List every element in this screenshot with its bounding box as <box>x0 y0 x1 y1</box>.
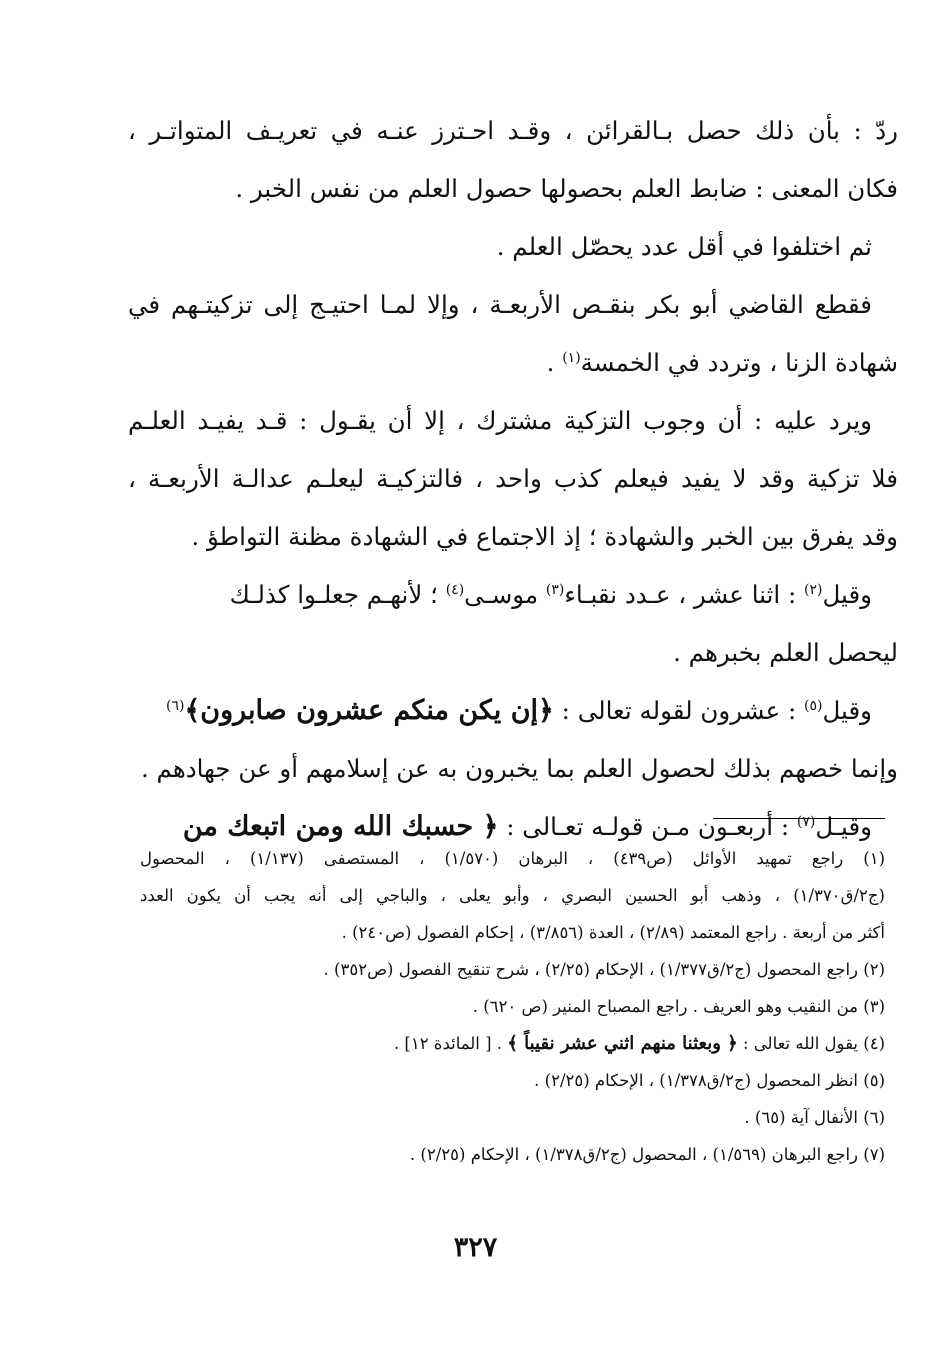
footnote-ref: (٢) <box>804 581 823 598</box>
footnote-line: (١) راجع تمهيد الأوائل (ص٤٣٩) ، البرهان (١/٥٧٠) ، المستصفى (١/١٣٧) ، المحصول <box>140 849 885 868</box>
footnote-line: (٥) انظر المحصول (ج٢/ق١/٣٧٨) ، الإحكام (٢/٢٥) . <box>534 1071 885 1090</box>
text-line: فلا تزكية وقد لا يفيد فيعلم كذب واحد ، فالتزكيـة ليعلـم عدالـة الأربعـة ، <box>128 464 898 493</box>
text-line: ويرد عليه : أن وجوب التزكية مشترك ، إلا أن يقـول : قـد يفيـد العلـم <box>128 406 872 435</box>
text-line: ليحصل العلم بخبرهم . <box>673 638 898 667</box>
text-line: فكان المعنى : ضابط العلم بحصولها حصول العلم من نفس الخبر . <box>235 174 898 203</box>
footnote-line <box>140 1025 885 1062</box>
page-number: ٣٢٧ <box>453 1232 498 1263</box>
quran-verse: ﴿ وبعثنا منهم اثني عشر نقيباً ﴾ <box>507 1033 738 1054</box>
footnote-ref: (٤) <box>445 581 465 598</box>
text-line: وإنما خصهم بذلك لحصول العلم بما يخبرون به عن إسلامهم أو عن جهادهم . <box>140 754 898 783</box>
footnotes <box>140 840 885 1173</box>
footnote-ref: (١) <box>562 349 581 366</box>
text-fragment: (٤) يقول الله تعالى : <box>737 1034 885 1053</box>
text-line: وقد يفرق بين الخبر والشهادة ؛ إذ الاجتماع في الشهادة مظنة التواطؤ . <box>191 522 898 551</box>
footnote-ref: (٣) <box>545 581 565 598</box>
footnote-ref: (٥) <box>804 697 823 714</box>
footnote-line: (٣) من النقيب وهو العريف . راجع المصباح المنير (ص ٦٢٠) . <box>472 997 885 1016</box>
text-fragment: وقيل <box>822 580 872 609</box>
footnote-line: أكثر من أربعة . راجع المعتمد (٢/٨٩) ، العدة (٣/٨٥٦) ، إحكام الفصول (ص٢٤٠) . <box>341 923 885 942</box>
text-line: ثم اختلفوا في أقل عدد يحصّل العلم . <box>496 232 872 261</box>
footnote-line: (٢) راجع المحصول (ج٢/ق١/٣٧٧) ، الإحكام (٢/٢٥) ، شرح تنقيح الفصول (ص٣٥٢) . <box>323 960 885 979</box>
text-fragment: وقيـل <box>815 812 872 841</box>
text-fragment: . [ المائدة ١٢] . <box>393 1034 508 1053</box>
footnote-line: (٧) راجع البرهان (١/٥٦٩) ، المحصول (ج٢/ق١/٣٧٨) ، الإحكام (٢/٢٥) . <box>409 1145 885 1164</box>
text-fragment: : اثنا عشر ، عـدد نقبـاء <box>564 580 805 609</box>
footnote-ref: (٦) <box>165 697 185 714</box>
text-fragment: ؛ لأنهـم جعلـوا كذلـك <box>229 580 446 609</box>
quran-verse: ﴿إن يكن منكم عشرون صابرون﴾ <box>184 695 554 726</box>
text-fragment: . <box>546 348 563 377</box>
text-line <box>128 566 898 624</box>
text-line: ردّ : بأن ذلك حصل بـالقرائن ، وقـد احـترز عنـه في تعريـف المتواتـر ، <box>128 116 898 145</box>
text-fragment: : أربعـون مـن قولـه تعـالى : <box>498 812 797 841</box>
text-line <box>128 334 898 392</box>
footnote-ref: (٧) <box>796 813 816 830</box>
main-text <box>128 102 898 856</box>
text-line: فقطع القاضي أبو بكر بنقـص الأربعـة ، وإلا لمـا احتيـج إلى تزكيتـهم في <box>128 290 872 319</box>
footnote-line: (٦) الأنفال آية (٦٥) . <box>744 1108 885 1127</box>
footnote-divider <box>713 818 885 819</box>
quran-verse: ﴿ حسبك الله ومن اتبعك من <box>182 811 499 842</box>
footnote-line: (ج٢/ق١/٣٧٠) ، وذهب أبو الحسين البصري ، وأبو يعلى ، والباجي إلى أنه يجب أن يكون العدد <box>140 886 885 905</box>
text-fragment: موسـى <box>464 580 546 609</box>
text-fragment: : عشرون لقوله تعالى : <box>553 696 805 725</box>
text-fragment: وقيل <box>822 696 872 725</box>
text-fragment: شهادة الزنا ، وتردد في الخمسة <box>580 348 898 377</box>
text-line <box>128 682 898 740</box>
